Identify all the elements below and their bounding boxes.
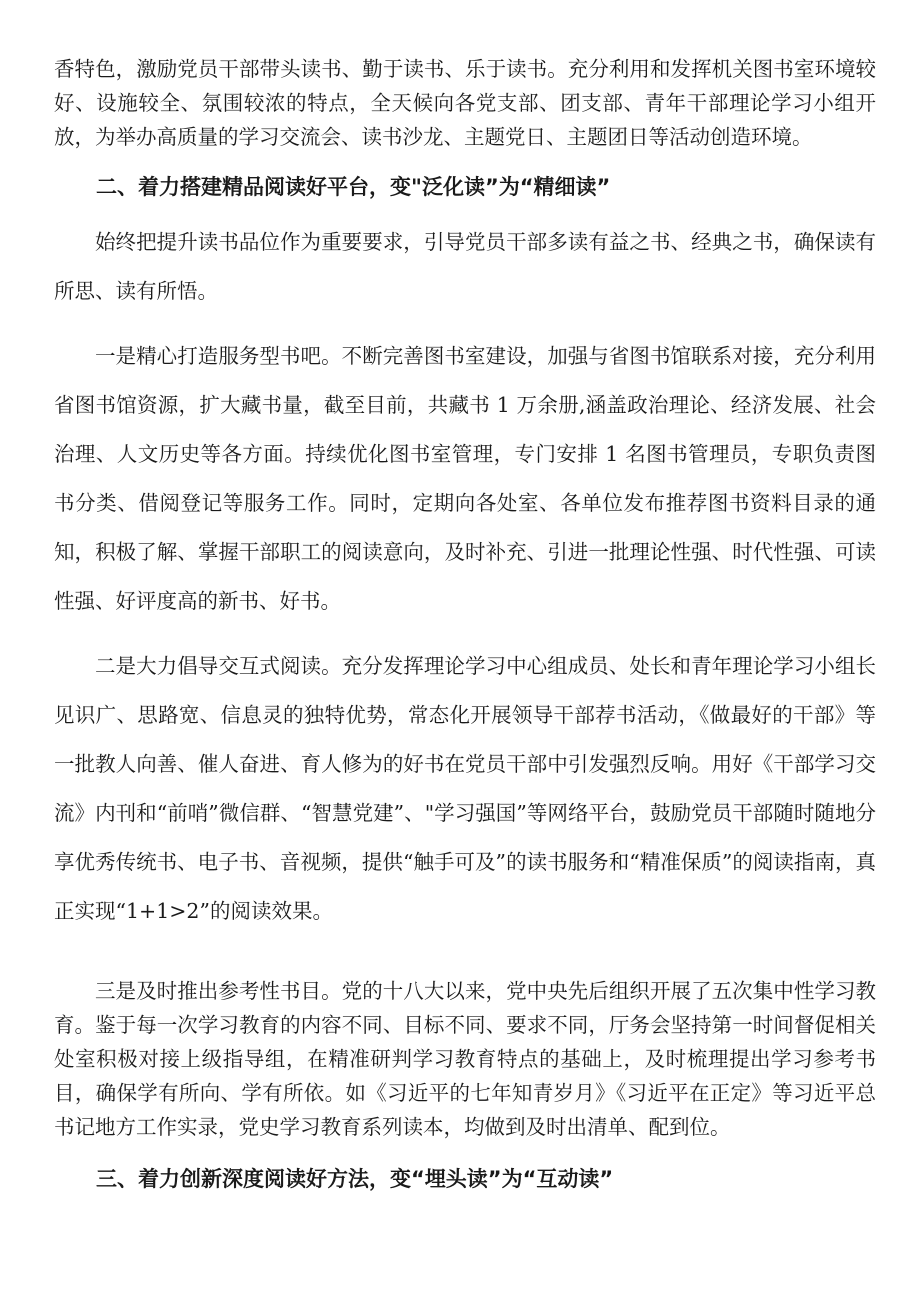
section-heading-2: 二、着力搭建精品阅读好平台，变"泛化读”为“精细读”	[96, 175, 611, 199]
paragraph-section-2-item-3: 三是及时推出参考性书目。党的十八大以来，党中央先后组织开展了五次集中性学习教育。鉴于每一次学习教育的内容不同、目标不同、要求不同，厅务会坚持第一时间督促相关处室积极对接上级指导组，在精准研判学习教育特点的基础上，及时梳理提出学习参考书目，确保学有所向、学有所依。如《习近平的七年知青岁月》《习近平在正定》等习近平总书记地方工作实录，党史学习教育系列读本，均做到及时出清单、配到位。	[54, 979, 876, 1139]
section-heading-3: 三、着力创新深度阅读好方法，变“埋头读”为“互动读”	[96, 1167, 614, 1191]
document-page	[54, 52, 876, 1196]
paragraph-intro-tail: 香特色，激励党员干部带头读书、勤于读书、乐于读书。充分利用和发挥机关图书室环境较好、设施较全、氛围较浓的特点，全天候向各党支部、团支部、青年干部理论学习小组开放，为举办高质量的学习交流会、读书沙龙、主题党日、主题团日等活动创造环境。	[54, 57, 876, 149]
paragraph-section-2-item-1: 一是精心打造服务型书吧。不断完善图书室建设，加强与省图书馆联系对接，充分利用省图书馆资源，扩大藏书量，截至目前，共藏书 1 万余册,涵盖政治理论、经济发展、社会治理、人文历史等各方面。持续优化图书室管理，专门安排 1 名图书管理员，专职负责图书分类、借阅登记等服务工作。同时，定期向各处室、各单位发布推荐图书资料目录的通知，积极了解、掌握干部职工的阅读意向，及时补充、引进一批理论性强、时代性强、可读性强、好评度高的新书、好书。	[54, 344, 876, 613]
paragraph-section-2-item-2: 二是大力倡导交互式阅读。充分发挥理论学习中心组成员、处长和青年理论学习小组长见识广、思路宽、信息灵的独特优势，常态化开展领导干部荐书活动，《做最好的干部》等一批教人向善、催人奋进、育人修为的好书在党员干部中引发强烈反响。用好《干部学习交流》内刊和“前哨”微信群、“智慧党建”、"学习强国”等网络平台，鼓励党员干部随时随地分享优秀传统书、电子书、音视频，提供“触手可及”的读书服务和“精准保质”的阅读指南，真正实现“1+1>2”的阅读效果。	[54, 654, 876, 923]
paragraph-section-2-intro: 始终把提升读书品位作为重要要求，引导党员干部多读有益之书、经典之书，确保读有所思、读有所悟。	[54, 230, 876, 303]
